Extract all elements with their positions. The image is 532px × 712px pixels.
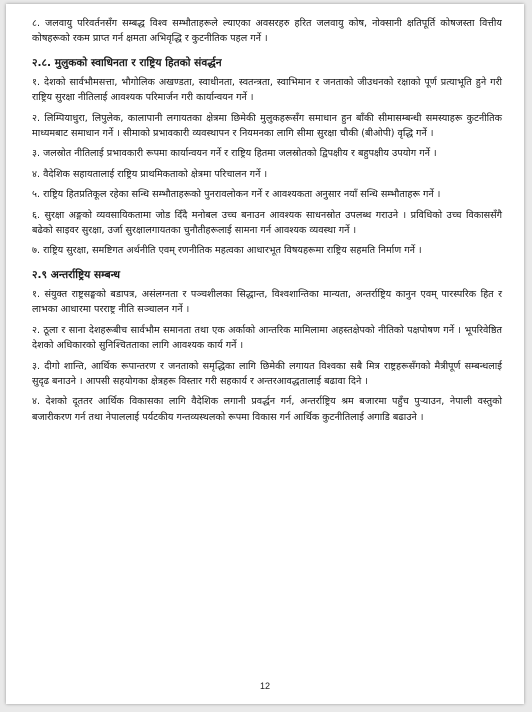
page-content	[32, 16, 502, 430]
intro-paragraph: ८. जलवायु परिवर्तनसँग सम्बद्ध विश्व सम्भौताहरूले ल्याएका अवसरहरु हरित जलवायु कोष, नोक्सानी क्षतिपूर्ति कोषजस्ता वित्तीय कोषहरूको रकम प्राप्त गर्न क्षमता अभिवृद्धि र कुटनीतिक पहल गर्ने ।	[32, 18, 502, 45]
document-page	[6, 4, 524, 704]
section-paragraph: ७. राष्ट्रिय सुरक्षा, समष्टिगत अर्थनीति एवम् रणनीतिक महत्वका आधारभूत विषयहरूमा राष्ट्रिय सहमति निर्माण गर्ने ।	[32, 245, 422, 257]
section-paragraph: ६. सुरक्षा अङ्गको व्यवसायिकतामा जोड दिँदै मनोबल उच्च बनाउन आवश्यक साधनस्रोत उपलब्ध गराउने । प्रविधिको उच्च विकाससँगै बढेको साइवर सुरक्षा, उर्जा सुरक्षालगायतका चुनौतीहरूलाई सामना गर्न आवश्यक व्यवस्था गर्ने ।	[32, 209, 502, 237]
section-paragraph: १. संयुक्त राष्ट्रसङ्घको बडापत्र, असंलग्नता र पञ्चशीलका सिद्धान्त, विश्वशान्तिका मान्यता, अन्तर्राष्ट्रिय कानुन एवम् पारस्परिक हित र लाभका आधारमा परराष्ट्र नीति सञ्चालन गर्ने ।	[32, 288, 502, 316]
section-heading: २.९ अन्तर्राष्ट्रिय सम्बन्ध	[32, 268, 121, 281]
page-number: 12	[259, 681, 270, 691]
section-paragraph: २. लिम्पियाधुरा, लिपुलेक, कालापानी लगायतका क्षेत्रमा छिमेकी मुलुकहरूसँग समाधान हुन बाँकी सीमासम्बन्धी समस्याहरू कुटनीतिक माध्यमबाट समाधान गर्ने । सीमाको प्रभावकारी व्यवस्थापन र नियमनका लागि सीमा सुरक्षा चौकी (बीओपी) वृद्धि गर्ने ।	[32, 112, 502, 140]
section-heading: २.८. मुलुकको स्वाधिनता र राष्ट्रिय हितको संवर्द्धन	[32, 56, 222, 69]
section-paragraph: ४. देशको दूततर आर्थिक विकासका लागि वैदेशिक लगानी प्रवर्द्धन गर्न, अन्तर्राष्ट्रिय श्रम बजारमा पहुँच पुऱ्याउन, नेपाली वस्तुको बजारीकरण गर्न तथा नेपाललाई पर्यटकीय गन्तव्यस्थलको रूपमा विकास गर्न आर्थिक कुटनीतिलाई अगाडि बढाउने ।	[32, 396, 502, 423]
section-paragraph: ३. जलस्रोत नीतिलाई प्रभावकारी रूपमा कार्यान्वयन गर्ने र राष्ट्रिय हितमा जलस्रोतको द्विपक्षीय र बहुपक्षीय उपयोग गर्ने ।	[32, 148, 437, 160]
section-paragraph: २. ठूला र साना देशहरूबीच सार्वभौम समानता तथा एक अर्काको आन्तरिक मामिलामा अहस्तक्षेपको नीतिको पक्षपोषण गर्ने । भूपरिवेष्ठित देशको अधिकारको सुनिश्चितताका लागि आवश्यक कार्य गर्ने ।	[32, 324, 502, 352]
section-paragraph: ३. दीगो शान्ति, आर्थिक रूपान्तरण र जनताको समृद्धिका लागि छिमेकी लगायत विश्वका सबै मित्र राष्ट्रहरूसँगको मैत्रीपूर्ण सम्बन्धलाई सुदृढ बनाउने । आपसी सहयोगका क्षेत्रहरू विस्तार गरी सहकार्य र अन्तरआवद्धतालाई बढावा दिने ।	[32, 360, 502, 387]
section-paragraph: १. देशको सार्वभौमसत्ता, भौगोलिक अखण्डता, स्वाधीनता, स्वतन्त्रता, स्वाभिमान र जनताको जीउधनको रक्षाको पूर्ण प्रत्याभूति हुने गरी राष्ट्रिय सुरक्षा नीतिलाई आवश्यक परिमार्जन गरी कार्यान्वयन गर्ने ।	[32, 76, 502, 104]
section-paragraph: ४. वैदेशिक सहायतालाई राष्ट्रिय प्राथमिकताको क्षेत्रमा परिचालन गर्ने ।	[32, 168, 268, 180]
section-paragraph: ५. राष्ट्रिय हितप्रतिकूल रहेका सन्धि सम्भौताहरूको पुनरावलोकन गर्ने र आवश्यकता अनुसार नयाँ सन्धि सम्भौताहरू गर्ने ।	[32, 189, 441, 201]
